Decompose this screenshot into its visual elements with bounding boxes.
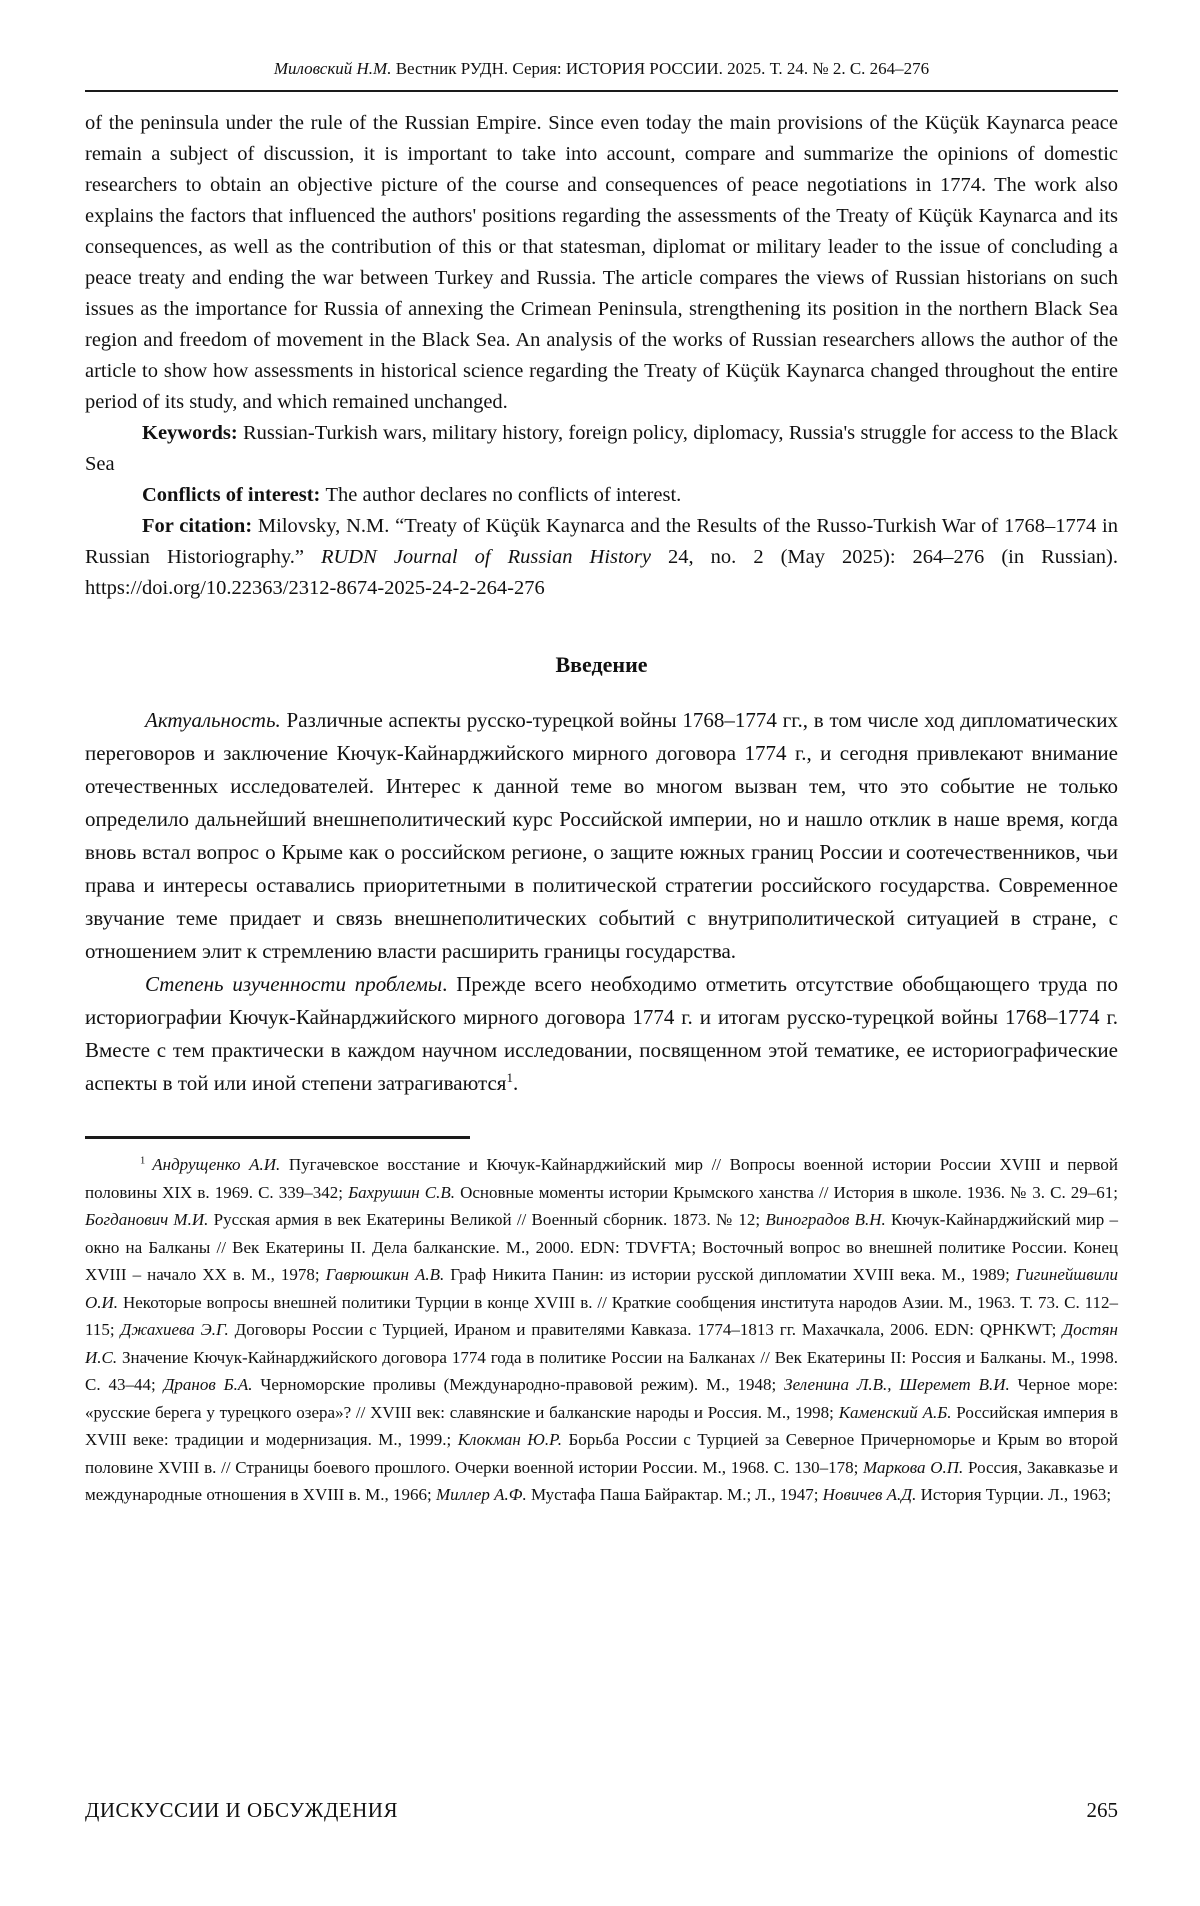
conflicts-of-interest-paragraph: Conflicts of interest: The author declares no conflicts of interest.: [142, 484, 682, 506]
keywords-paragraph: Keywords: Russian-Turkish wars, military history, foreign policy, diplomacy, Russia's struggle for access to the Black Sea: [85, 422, 1118, 475]
abstract-continuation-paragraph: of the peninsula under the rule of the Russian Empire. Since even today the main provisions of the Küçük Kaynarca peace remain a subject of discussion, it is important to take into account, compare and summarize the opinions of domestic researchers to obtain an objective picture of the course and consequences of peace negotiations in 1774. The work also explains the factors that influenced the authors' positions regarding the assessments of the Treaty of Küçük Kaynarca and its consequences, as well as the contribution of this or that statesman, diplomat or military leader to the issue of concluding a peace treaty and ending the war between Turkey and Russia. The article compares the views of Russian historians on such issues as the importance for Russia of annexing the Crimean Peninsula, strengthening its position in the northern Black Sea region and freedom of movement in the Black Sea. An analysis of the works of Russian researchers allows the author of the article to show how assessments in historical science regarding the Treaty of Küçük Kaynarca changed throughout the entire period of its study, and which remained unchanged.: [85, 112, 1118, 413]
running-head: Миловский Н.М. Вестник РУДН. Серия: ИСТОРИЯ РОССИИ. 2025. Т. 24. № 2. С. 264–276: [273, 59, 930, 78]
footnote-separator: [85, 1136, 470, 1139]
section-heading-introduction: Введение: [555, 652, 648, 677]
header-rule: [85, 90, 1118, 92]
page-footer: [85, 1798, 1118, 1823]
page-number: 265: [1086, 1798, 1118, 1822]
for-citation-paragraph: For citation: Milovsky, N.M. “Treaty of Küçük Kaynarca and the Results of the Russo-Turkish War of 1768–1774 in Russian Historiography.” RUDN Journal of Russian History 24, no. 2 (May 2025): 264–276 (in Russian). https://doi.org/10.22363/2312-8674-2025-24-2-264-276: [85, 515, 1118, 599]
footnote-text: $^1$ Андрущенко А.И. Пугачевское восстание и Кючук-Кайнарджийский мир // Вопросы военной истории России XVIII и первой половины XIX в. 1969. С. 339–342; Бахрушин С.В. Основные моменты истории Крымского ханства // История в школе. 1936. № 3. С. 29–61; Богданович М.И. Русская армия в век Екатерины Великой // Военный сборник. 1873. № 12; Виноградов В.Н. Кючук-Кайнарджийский мир – окно на Балканы // Век Екатерины II. Дела балканские. М., 2000. EDN: TDVFTA; Восточный вопрос во внешней политике России. Конец XVIII – начало XX в. М., 1978; Гаврюшкин А.В. Граф Никита Панин: из истории русской дипломатии XVIII века. М., 1989; Гигинейшвили О.И. Некоторые вопросы внешней политики Турции в конце XVIII в. // Краткие сообщения института народов Азии. М., 1963. Т. 73. С. 112–115; Джахиева Э.Г. Договоры России с Турцией, Ираном и правителями Кавказа. 1774–1813 гг. Махачкала, 2006. EDN: QPHKWT; Достян И.С. Значение Кючук-Кайнарджийского договора 1774 года в политике России на Балканах // Век Екатерины II: Россия и Балканы. М., 1998. С. 43–44; Дранов Б.А. Черноморские проливы (Международно-правовой режим). М., 1948; Зеленина Л.В., Шеремет В.И. Черное море: «русские берега у турецкого озера»? // XVIII век: славянские и балканские народы и Россия. М., 1998; Каменский А.Б. Российская империя в XVIII веке: традиции и модернизация. М., 1999.; Клокман Ю.Р. Борьба России с Турцией за Северное Причерноморье и Крым во второй половине XVIII в. // Страницы боевого прошлого. Очерки военной истории России. М., 1968. С. 130–178; Маркова О.П. Россия, Закавказье и международные отношения в XVIII в. М., 1966; Миллер А.Ф. Мустафа Паша Байрактар. М.; Л., 1947; Новичев А.Д. История Турции. Л., 1963;: [85, 1155, 1118, 1504]
intro-paragraph-state-of-research: Степень изученности проблемы. Прежде всего необходимо отметить отсутствие обобщающего труда по историографии Кючук-Кайнарджийского мирного договора 1774 г. и итогам русско-турецкой войны 1768–1774 г. Вместе с тем практически в каждом научном исследовании, посвященном этой тематике, ее историографические аспекты в той или иной степени затрагиваются$^1$.: [85, 972, 1119, 1095]
intro-paragraph-relevance: Актуальность. Различные аспекты русско-турецкой войны 1768–1774 гг., в том числе ход дипломатических переговоров и заключение Кючук-Кайнарджийского мирного договора 1774 г., и сегодня привлекают внимание отечественных исследователей. Интерес к данной теме во многом вызван тем, что это событие не только определило дальнейший внешнеполитический курс Российской империи, но и нашло отклик в наше время, когда вновь встал вопрос о Крыме как о российском регионе, о защите южных границ России и соотечественников, чьи права и интересы оставались приоритетными в политической стратегии российского государства. Современное звучание теме придает и связь внешнеполитических событий с внутриполитической ситуацией в стране, с отношением элит к стремлению власти расширить границы государства.: [85, 708, 1118, 963]
footer-section-label: ДИСКУССИИ И ОБСУЖДЕНИЯ: [85, 1798, 398, 1822]
